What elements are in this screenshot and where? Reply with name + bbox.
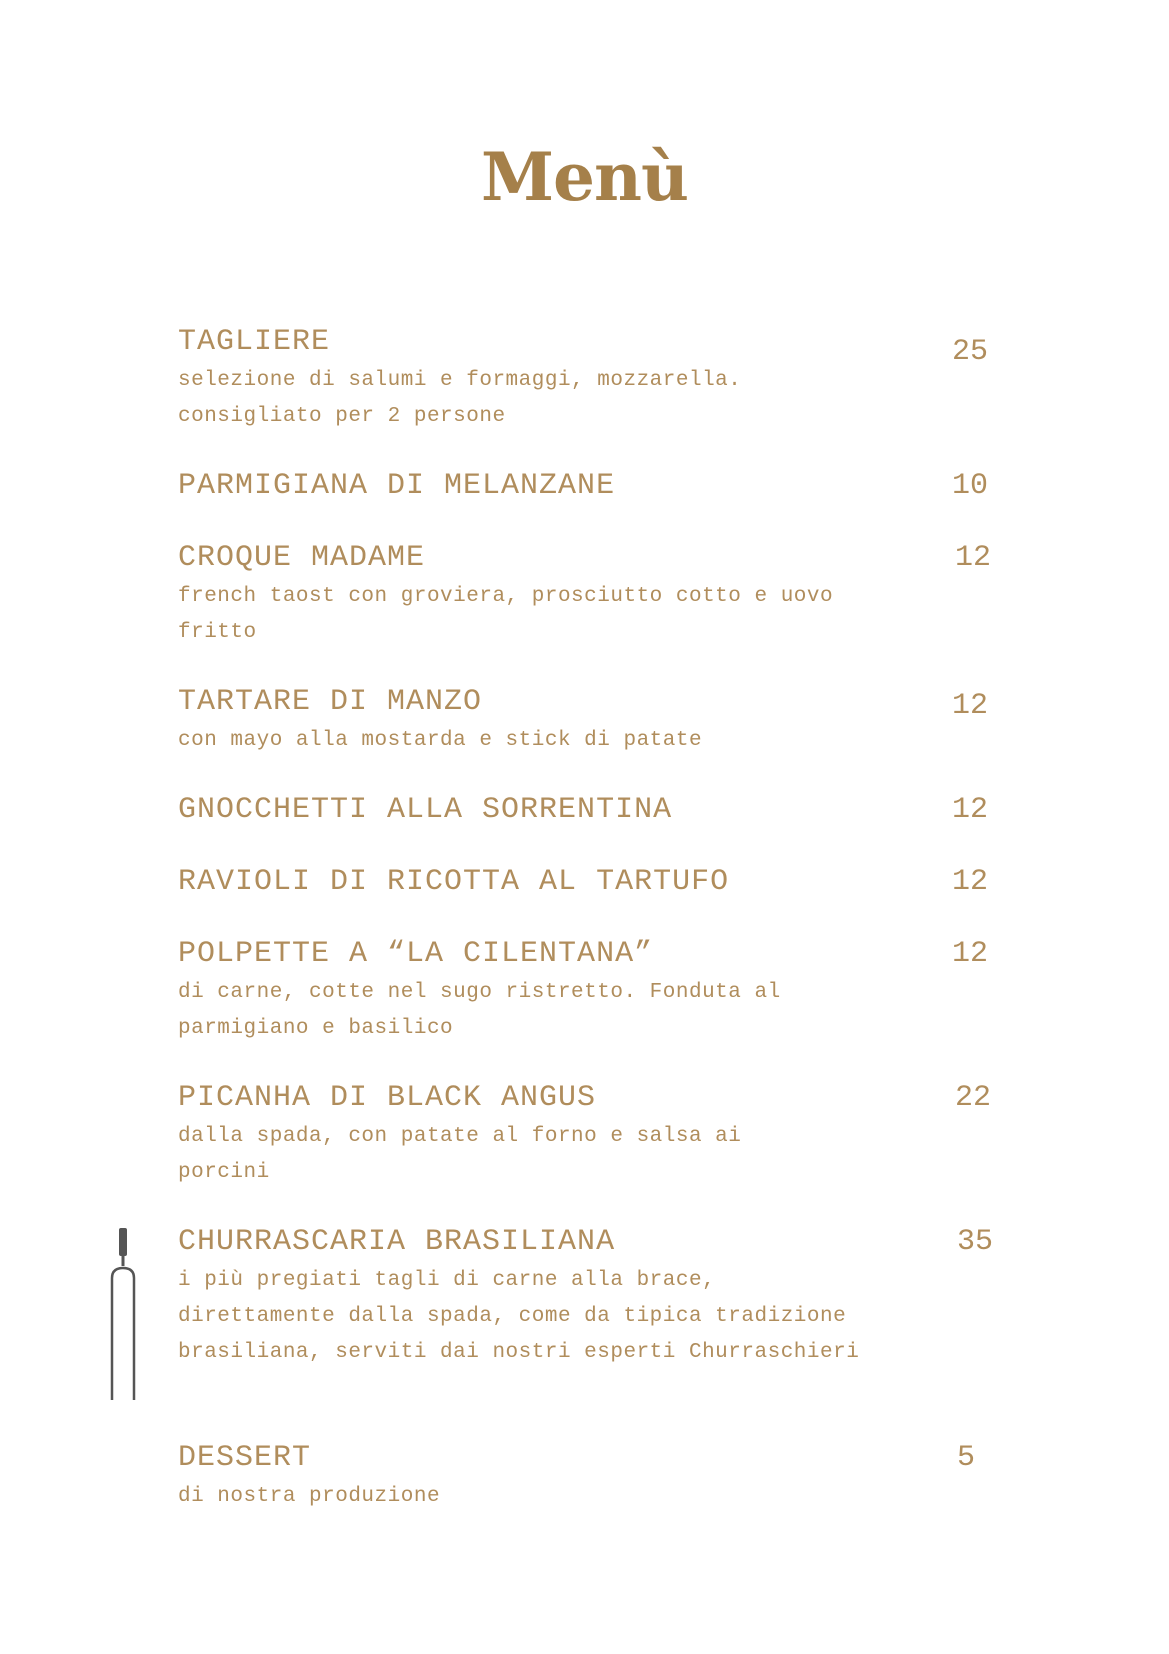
item-description: di nostra produzione (178, 1485, 441, 1508)
item-description: con mayo alla mostarda e stick di patate (178, 729, 703, 752)
menu-item-tartare (178, 684, 1008, 759)
item-description: dalla spada, con patate al forno e salsa ai porcini (178, 1125, 742, 1184)
item-description: di carne, cotte nel sugo ristretto. Fonduta al parmigiano e basilico (178, 981, 781, 1040)
menu-item-dessert (178, 1440, 1008, 1515)
menu-item-ravioli (178, 864, 1008, 900)
skewer-fork-icon (108, 1228, 138, 1400)
menu-item-polpette (178, 936, 1008, 1047)
item-name: GNOCCHETTI ALLA SORRENTINA (178, 793, 673, 827)
item-price: 10 (952, 469, 989, 503)
item-name: TAGLIERE (178, 325, 331, 359)
item-name: PICANHA DI BLACK ANGUS (178, 1081, 597, 1115)
page-title: Menù (480, 138, 689, 216)
menu-item-picanha (178, 1080, 1008, 1191)
item-name: TARTARE DI MANZO (178, 685, 483, 719)
item-price: 12 (952, 793, 989, 827)
item-description: i più pregiati tagli di carne alla brace, direttamente dalla spada, come da tipica tradizione brasiliana, serviti dai nostri esperti Churraschieri (178, 1269, 860, 1364)
item-name: PARMIGIANA DI MELANZANE (178, 469, 616, 503)
item-price: 12 (952, 865, 989, 899)
item-price: 25 (952, 335, 989, 369)
item-price: 12 (952, 689, 989, 723)
menu-item-churrascaria (178, 1224, 1008, 1371)
item-name: CHURRASCARIA BRASILIANA (178, 1225, 616, 1259)
menu-item-tagliere (178, 324, 1008, 435)
item-name: POLPETTE A “LA CILENTANA” (178, 937, 654, 971)
item-price: 35 (957, 1225, 994, 1259)
item-description: french taost con groviera, prosciutto cotto e uovo fritto (178, 585, 834, 644)
item-name: CROQUE MADAME (178, 541, 426, 575)
item-description: selezione di salumi e formaggi, mozzarella. consigliato per 2 persone (178, 369, 742, 428)
menu-item-parmigiana (178, 468, 1008, 504)
item-name: DESSERT (178, 1441, 312, 1475)
item-name: RAVIOLI DI RICOTTA AL TARTUFO (178, 865, 730, 899)
item-price: 22 (955, 1081, 992, 1115)
item-price: 5 (957, 1441, 976, 1475)
menu-item-gnocchetti (178, 792, 1008, 828)
item-price: 12 (952, 937, 989, 971)
item-price: 12 (955, 541, 992, 575)
menu-item-croque-madame (178, 540, 1008, 651)
